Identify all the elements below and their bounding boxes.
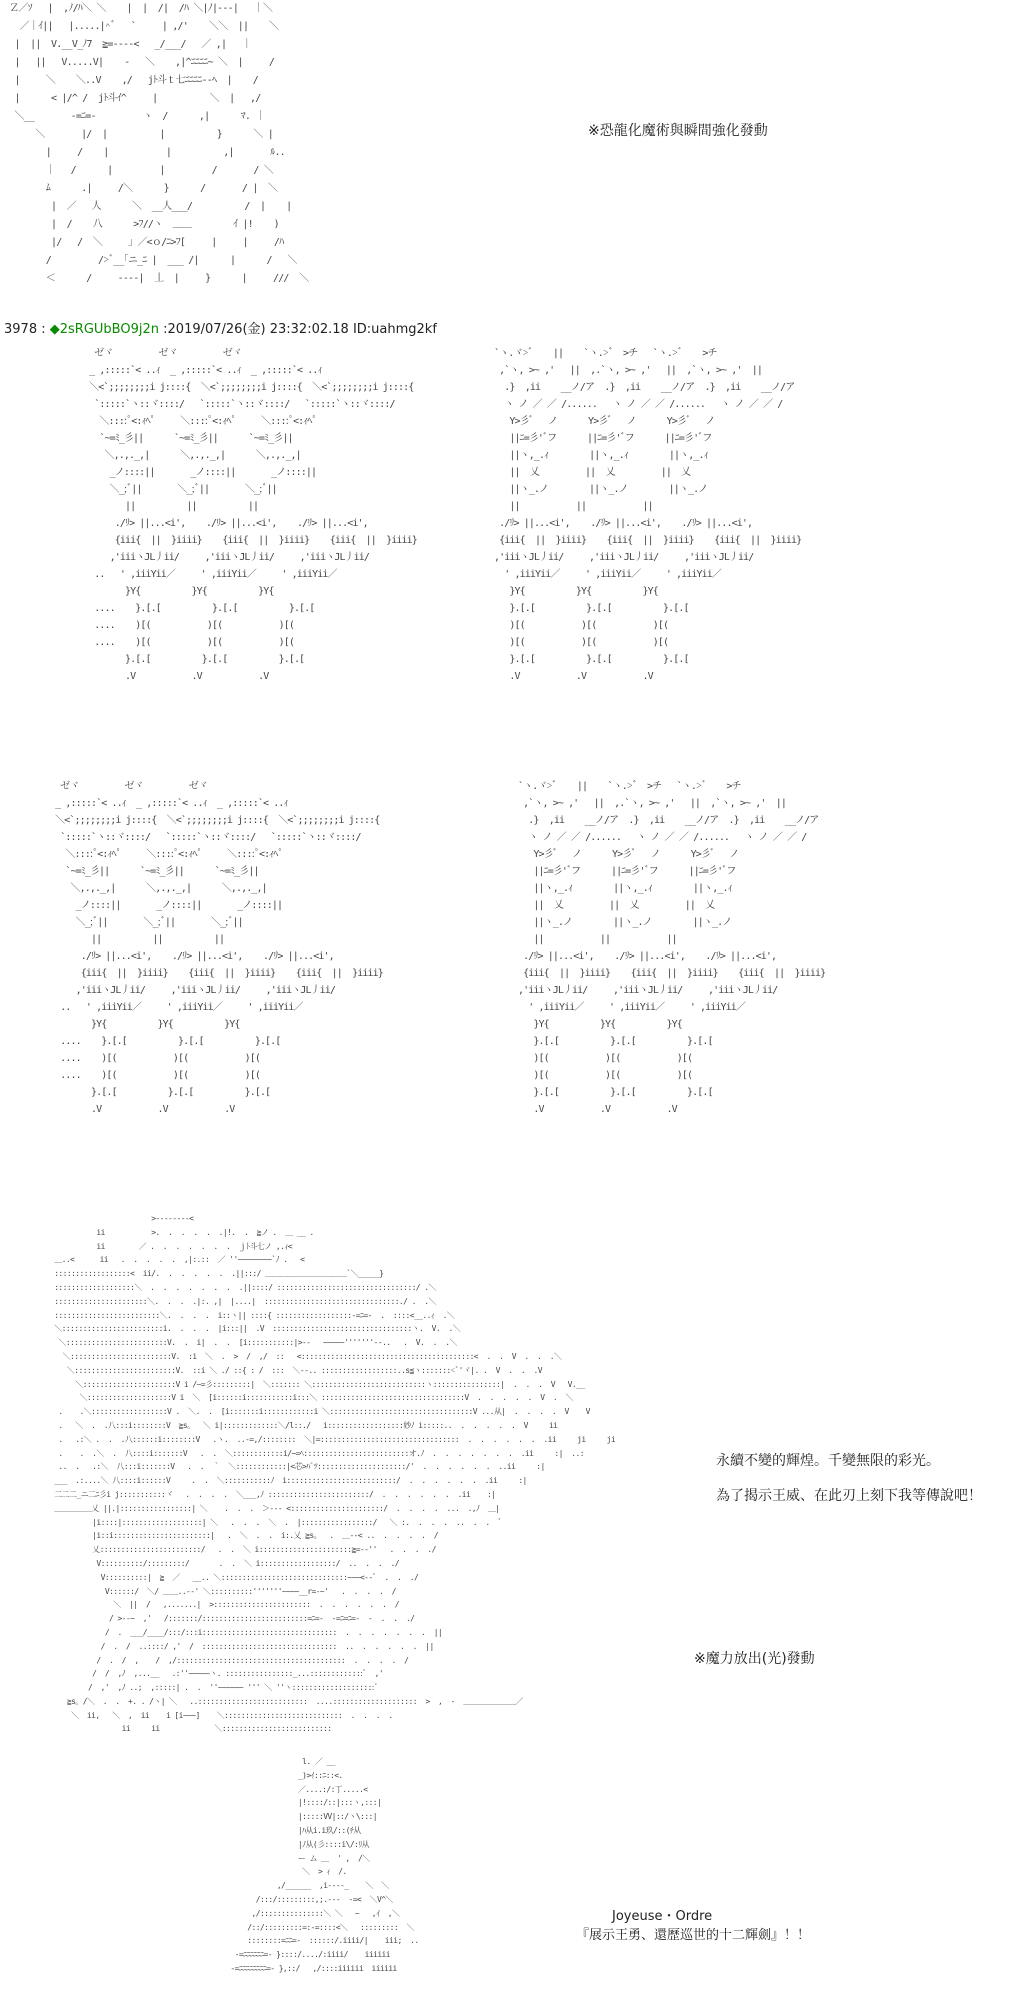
note-reveal-majesty: 為了揭示王威、在此刃上刻下我等傳說吧！ [716,1488,982,1504]
skill-name: Joyeuse・Ordre [612,1909,713,1924]
ascii-art-row1-right: `ヽ.ヾ>ﾞ || `ヽ.>ﾞ >チ `ヽ.>ﾞ >チ ,`ヽ, >~ ,' || ,.`ヽ, >~ ,' || ,`ヽ, >~ ,' || .} ,ii __ノ/ア .} ,ii __ノ/ア .} ,ii __ノ/ア ヽ ノ ／ ／ /...... ヽ ノ ／ ／ /...... ヽ ノ ／ ／ / Y>彡ﾞ ノ Y>彡ﾞ ノ Y>彡ﾞ ノ ||ﾆ=彡'ﾞフ ||ﾆ=彡'ﾞフ ||ﾆ=彡'ﾞフ ||ヽ,_.ｨ ||ヽ,_.ｨ ||ヽ,_.ｨ || 乂 || 乂 || 乂 ||ヽ_.ノ ||ヽ_.ノ ||ヽ_.ノ || || || ./ﾘ> ||...<i', ./ﾘ> ||...<i', ./ﾘ> ||...<i', {iii{ || }iiii} {iii{ || }iiii} {iii{ || }iiii} ,'iiiヽJL丿ii/ ,'iiiヽJL丿ii/ ,'iiiヽJL丿ii/ ' ,iiiYii／ ' ,iiiYii／ ' ,iiiYii／ }Y{ }Y{ }Y{ }.[.[ }.[.[ }.[.[ )[( )[( )[( )[( )[( )[( }.[.[ }.[.[ }.[.[ .V .V .V [494,348,802,682]
ascii-art-row2-left: ゼヾ ゼヾ ゼヾ _ ,:::::`< ..ｨ _ ,:::::`< ..ｨ _ ,:::::`< ..ｨ ＼<`;;;;;;;;i j::::{ ＼<`;;;;;;;;i j::::{ ＼<`;;;;;;;;i j::::{ `:::::`ヽ::ヾ::::/ `:::::`ヽ::ヾ::::/ `:::::`ヽ::ヾ::::/ ＼::::ﾟ<:ｨﾍﾟ ＼::::ﾟ<:ｨﾍﾟ ＼::::ﾟ<:ｨﾍﾟ `~=ﾐ_彡|| `~=ﾐ_彡|| `~=ﾐ_彡|| ＼,.,._,| ＼,.,._,| ＼,.,._,| _ノ::::|| _ノ::::|| _ノ::::|| ＼_;ﾞ|| ＼_;ﾞ|| ＼_;ﾞ|| || || || ./ﾘ> ||...<i', ./ﾘ> ||...<i', ./ﾘ> ||...<i', {iii{ || }iiii} {iii{ || }iiii} {iii{ || }iiii} ,'iiiヽJL丿ii/ ,'iiiヽJL丿ii/ ,'iiiヽJL丿ii/ .. ' ,iiiYii／ ' ,iiiYii／ ' ,iiiYii／ }Y{ }Y{ }Y{ .... }.[.[ }.[.[ }.[.[ .... )[( )[( )[( .... )[( )[( )[( }.[.[ }.[.[ }.[.[ .V .V .V [55,781,383,1115]
note-eternal-brilliance: 永續不變的輝煌。千變無限的彩光。 [716,1453,940,1469]
note-mana-burst: ※魔力放出(光)發動 [694,1651,815,1667]
ascii-art-top-figure: Ｚ／ｿ | ,ﾉ/ﾊ＼ ＼ | | /| /ﾊ ＼|ﾉ|---| ｜＼ ／｜ｲ|| |.....|^ﾞ ` | ,/' ＼＼ || ＼ | || V.__V_ﾉ7 ≧=----< _/___/ ／ ,| ｜ | || V.....V| - ＼ ,|^ﾆﾆﾆﾆ~ ＼ | / | ＼ ＼..V ,/ jﾄ斗ｔ七ﾆﾆﾆﾆ--ﾍ | / | < |/^ / jﾄ斗ｲ^ | ＼ | ,/ ＼__ -=ﾆ=- ヽ / ,| ﾏ. ｜ ＼ |/ | | } ＼ | | / | | ,| ﾙ.. ｜ / | | / / ＼ ﾑ .| /＼ } / / | ＼ | ／ 人 ＼ __人___/ / | | | / 八 >ﾌ//ヽ ＿＿ ｲ |! ) |/ / ＼ ｣ ／<ｏ/ﾆ>ﾌ[ | | /ﾊ / />ﾞ__｢ニ_ﾆ | ___ /| | / ＼ ＜ / ----| 丄 | } | /// ＼ [9,3,309,284]
post-datetime: :2019/07/26(金) 23:32:02.18 [163,322,349,337]
trip-diamond-icon: ◆ [49,322,60,337]
post-number-separator: : [41,322,46,337]
post-number: 3978 [4,322,38,337]
poster-name[interactable]: 2sRGUbBO9j2n [59,322,159,337]
note-transformation: ※恐龍化魔術與瞬間強化發動 [588,123,768,139]
ascii-art-big-figure: >--------< ii >. . . . . .|!. . ≧ノ . ＿ __ . ii ／ . . . . . . . ｊﾄ斗七ノ ,.ｨ< ＿..< ii . . . . . ,|:.:: ／ ''~~~~~~~~`ﾉ . < ::::::::::::::::::< ii/. . . . . . .||:::/ ＿＿＿＿＿＿＿＿＿＿＿`＼_____} :::::::::::::::::::＼ . . . . . . . .||::::/ :::::::::::::::::::::::::::::::::/ .＼ ::::::::::::::::::::::＼. . . .|:. ,| |....| ::::::::::::::::::::::::::::::::./ . .＼ :::::::::::::::::::::::::＼. . . . i::ヽ|| ::::{ ::::::::::::::::::-=ﾆ=- . ::::<__..ｨ .＼ ＼::::::::::::::::::::::::i. . . . |i:::|| .V :::::::::::::::::::::::::::::::::ヽ. V. .＼ ＼::::::::::::::::::::::::V. . i| . . [i:::::::::::|>-- ~~~~~'''''''--.. . V. . .＼ ＼::::::::::::::::::::::::V. :i ＼ . > / ,/ :: <:::::::::::::::::::::::::::::::::::::::::< . . V . . .＼ ＼::::::::::::::::::::::::V. ::i ＼ ./ ::{ : / ::: ＼--.. ::::::::::::::::::..s≦ヽ:::::::<ﾞ'ヾ|. . V . . .V ＼::::::::::::::::::::::V i /~=彡:::::::::| ＼::::::: ＼:::::::::::::::::::::::::::ヽ::::::::::::::::| . . . V V.__ ＼::::::::::::::::::::V i ＼ [i::::::i:::::::::::i:::＼ ::::::::::::::::::::::::::::::::::V . . . . . V . ＼ . .＼::::::::::::::::::V . ＼. . [i:::::::i::::::::::::i ＼::::::::::::::::::::::::::::::::::V ...从| . . . . V V . ＼ . .八:::i::::::::V ≧s。 ＼ i|:::::::::::::＼/l::./ i::::::::::::::::::妙ﾉ i:::::.. . . . . . V ii . .:＼ . . .八::::::i::::::::V .ヽ. ..-=,/:::::::: ＼|=::::::::::::::::::::::::::::::::: . . . . . . .ii ji ji . . .＼ . 八::::i:::::::V . . ＼::::::::::::i/~=ﾍ:::::::::::::::::::::::::オ.ﾉ . . . . . . . .ii :| ..: .. . .:＼ 八:::i:::::::V . . ｀ ＼::::::::::::|<芯>ﾊﾟﾂ:::::::::::::::::::::/' . . . . . . ..ii :| ___ .:....＼ 八::::i::::::V . . ＼:::::::::::ﾉ i::::::::::::::::::::::::::/ . . . . . . .ii :| 二二二_ニ二ﾆ彡i j:::::::::::ヾ . . . . ＼___,ﾉ ::::::::::::::::::::::::/ . . . . . . .ii :| ＿＿＿＿＿乂 ||.|:::::::::::::::::| ＼ . . . ＞--- <::::::::::::::::::::::/ . . . . ... .,ﾉ ＿| |i::::|:::::::::::::::::::| ＼ . . . ＼ . |:::::::::::::::::/ ＼ :. . . . .. . . ﾞ |i::i:::::::::::::::::::::::| . ＼ . . i:.乂 ≧s。 . ＿--< .. . . . . / 乂::::::::::::::::::::::::/ . . ＼ i::::::::::::::::::::::≧=--'' . . . ./ V::::::::::/:::::::::/ . . ＼ i::::::::::::::::::/ .. . . ./ V::::::::::| ≧ ／ __.. ＼::::::::::::::::::::::::::::::~~~<--ﾞ . . ./ V::::::/ ＼/ ＿＿..--' ＼::::::::::'''''''~~~~__r=-~' . . . . / ＼ || / ,.......| >::::::::::::::::::::::: . . . . . . / / >--~ ,' /:::::::/:::::::::::::::::::::::::=ﾆ=- -=ﾆ=ﾆ=- - . . ./ / . ___/____/:::/:::i:::::::::::::::::::::::::::::::: . . . . . . . || / . / ..::::/ ,' / :::::::::::::::::::::::::::::::: .. . . . . . || / . / , / ,/:::::::::::::::::::::::::::::::::::::::: . . . . / / / ,ﾉ ,...__ .:''~~~~~ヽ. ::::::::::::::::_...:::::::::::::ﾞ ,' / ,' ,ﾉ ..; ,:::::| . . ''~~~~~~ ''' ＼ ''ヽ::::::::::::::::::::ﾞ ≧s。/＼ . . +. . /ヽ| ＼ ..:::::::::::::::::::::::::: ....:::::::::::::::::::: > , - ＿＿＿＿＿＿＿／ ＼ ii, ＼ , ii i [i~~~] ＼:::::::::::::::::::::::::::: . . . . ii ii ＼:::::::::::::::::::::::::: [54,1214,616,1734]
skill-invocation: 『展示王勇、還歷巡世的十二輝劍』！！ [576,1928,811,1943]
post-id[interactable]: ID:uahmg2kf [352,322,437,337]
ascii-art-row2-right: `ヽ.ヾ>ﾞ || `ヽ.>ﾞ >チ `ヽ.>ﾞ >チ ,`ヽ, >~ ,' || ,.`ヽ, >~ ,' || ,`ヽ, >~ ,' || .} ,ii __ノ/ア .} ,ii __ノ/ア .} ,ii __ノ/ア ヽ ノ ／ ／ /...... ヽ ノ ／ ／ /...... ヽ ノ ／ ／ / Y>彡ﾞ ノ Y>彡ﾞ ノ Y>彡ﾞ ノ ||ﾆ=彡'ﾞフ ||ﾆ=彡'ﾞフ ||ﾆ=彡'ﾞフ ||ヽ,_.ｨ ||ヽ,_.ｨ ||ヽ,_.ｨ || 乂 || 乂 || 乂 ||ヽ_.ノ ||ヽ_.ノ ||ヽ_.ノ || || || ./ﾘ> ||...<i', ./ﾘ> ||...<i', ./ﾘ> ||...<i', {iii{ || }iiii} {iii{ || }iiii} {iii{ || }iiii} ,'iiiヽJL丿ii/ ,'iiiヽJL丿ii/ ,'iiiヽJL丿ii/ ' ,iiiYii／ ' ,iiiYii／ ' ,iiiYii／ }Y{ }Y{ }Y{ }.[.[ }.[.[ }.[.[ )[( )[( )[( )[( )[( )[( }.[.[ }.[.[ }.[.[ .V .V .V [518,781,826,1115]
ascii-art-row1-left: ゼヾ ゼヾ ゼヾ _ ,:::::`< ..ｨ _ ,:::::`< ..ｨ _ ,:::::`< ..ｨ ＼<`;;;;;;;;i j::::{ ＼<`;;;;;;;;i j::::{ ＼<`;;;;;;;;i j::::{ `:::::`ヽ::ヾ::::/ `:::::`ヽ::ヾ::::/ `:::::`ヽ::ヾ::::/ ＼::::ﾟ<:ｨﾍﾟ ＼::::ﾟ<:ｨﾍﾟ ＼::::ﾟ<:ｨﾍﾟ `~=ﾐ_彡|| `~=ﾐ_彡|| `~=ﾐ_彡|| ＼,.,._,| ＼,.,._,| ＼,.,._,| _ノ::::|| _ノ::::|| _ノ::::|| ＼_;ﾞ|| ＼_;ﾞ|| ＼_;ﾞ|| || || || ./ﾘ> ||...<i', ./ﾘ> ||...<i', ./ﾘ> ||...<i', {iii{ || }iiii} {iii{ || }iiii} {iii{ || }iiii} ,'iiiヽJL丿ii/ ,'iiiヽJL丿ii/ ,'iiiヽJL丿ii/ .. ' ,iiiYii／ ' ,iiiYii／ ' ,iiiYii／ }Y{ }Y{ }Y{ .... }.[.[ }.[.[ }.[.[ .... )[( )[( )[( .... )[( )[( )[( }.[.[ }.[.[ }.[.[ .V .V .V [89,348,417,682]
post-header [4,318,437,337]
ascii-art-final-figure: l. ／ __ _)>ｲ::ﾆ::<. ／....:/:丁.....< |!::::/::|:::ヽ,:::| |:::::VV|::/ヽ\:::| |ﾊ从i.i玖/::(ﾁ从 |ﾉ从(彡::::i\/:ﾘ从 ー ム ＿ ' , /＼ ＼ > ｨ /. ,/______ ,i----_ ＼ ＼ /:::/:::::::::,;.--- -=< ＼V^＼ ,/:::::::::::::::＼ ＼ ~ ,ｲ ,＼ /::/:::::::::=:-=::::<＼ ::::::::: ＼ ::::::::=ﾆﾆ=- ::::::/.iiii/| iii; .. -=ﾆﾆﾆﾆﾆﾆ=- }::::/..../:iiii/ iiiiii -=ﾆﾆﾆﾆﾆﾆﾆﾆ=- },::/ ,/::::iiiiii iiiiii [230,1757,419,1973]
